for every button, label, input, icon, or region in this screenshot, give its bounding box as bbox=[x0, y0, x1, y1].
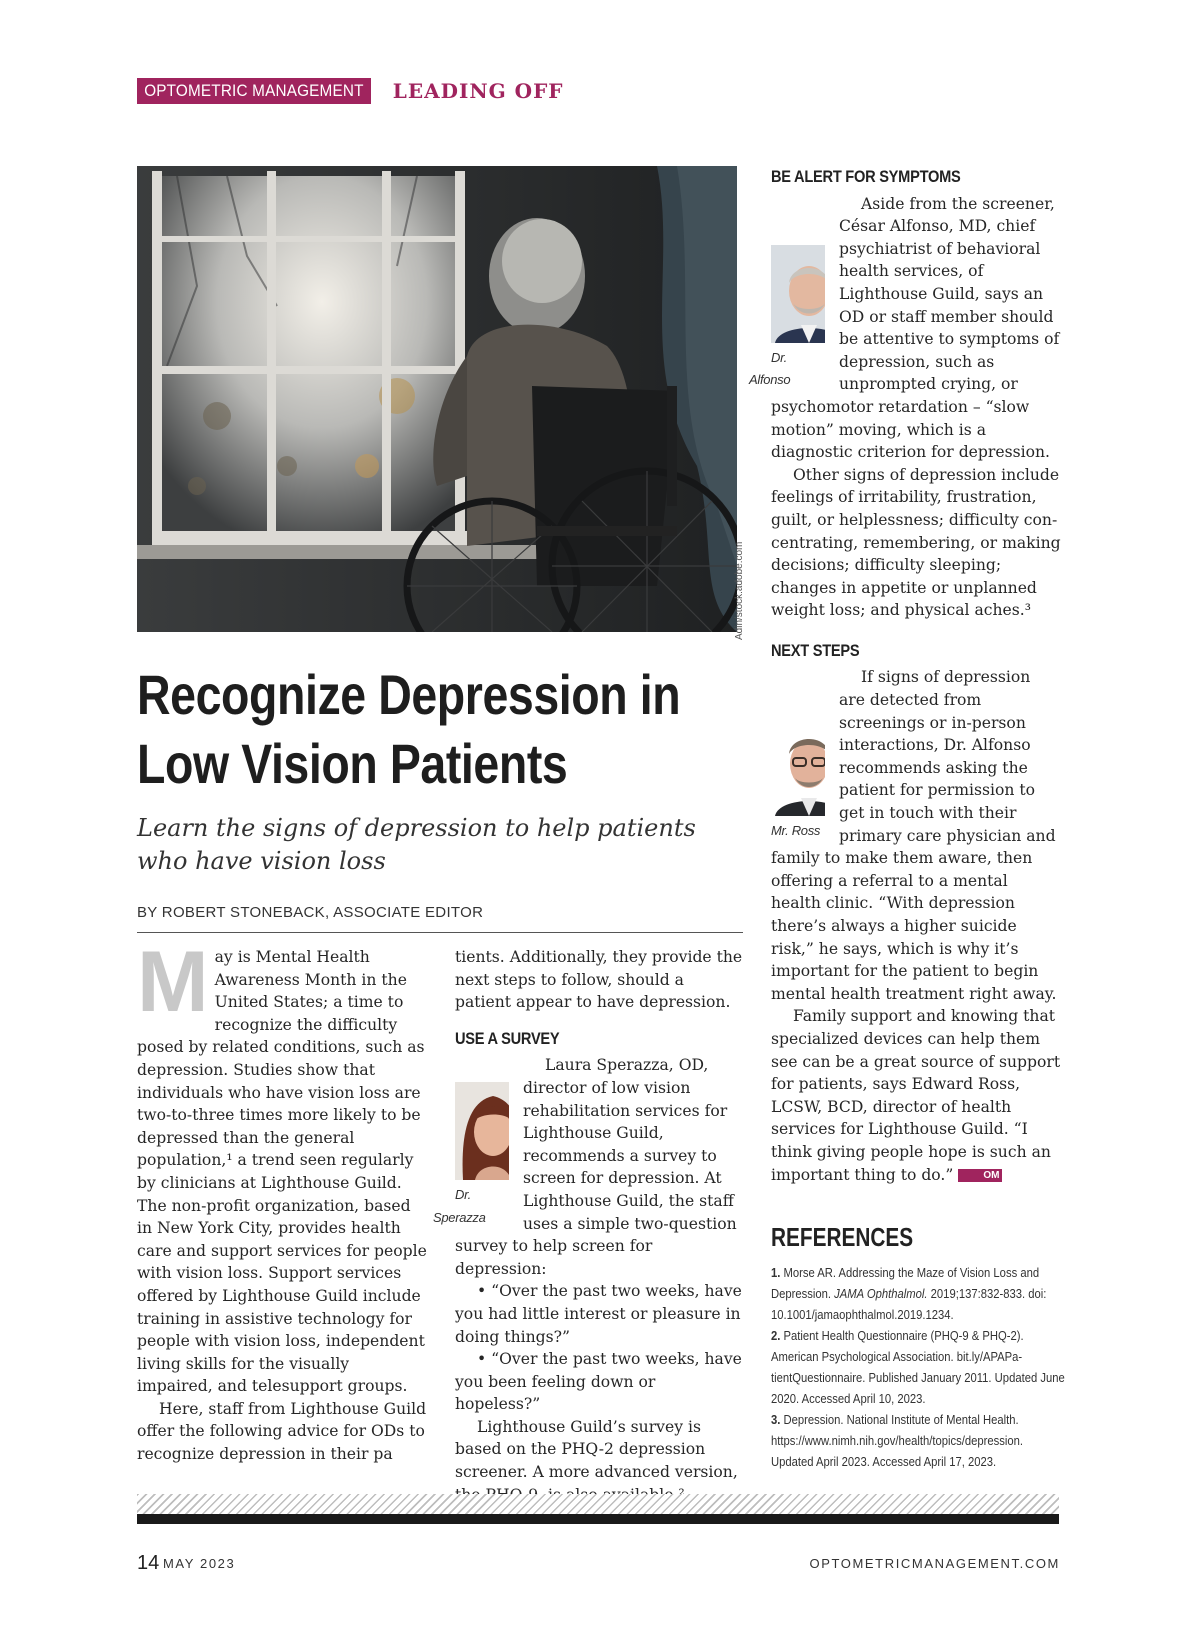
paragraph: Mr. Ross If signs of depression are detected from screenings or in-person interactions, Dr. Alfonso recommends asking the patient for permission to get in touch with their primary care physician and family to make them aware, then offering a referral to a mental health clinic. “With depression there’s always a higher suicide risk,” he says, which is why it’s important for the patient to begin mental health treatment right away. bbox=[771, 666, 1061, 1005]
section-label: LEADING OFF bbox=[392, 79, 564, 103]
photo-credit: Adin/stock.adobe.com bbox=[734, 541, 745, 640]
paragraph-continued: tients. Additionally, they provide the next steps to follow, should a patient appear to have depression. bbox=[455, 948, 743, 1012]
article-column-1 bbox=[137, 934, 427, 1466]
article-title: Recognize Depression in Low Vision Patients bbox=[137, 663, 681, 795]
byline-role: ASSOCIATE EDITOR bbox=[329, 904, 484, 921]
intro-paragraph: May is Mental Health Awareness Month in the United States; a time to recognize the difficulty posed by related conditions, such as depression. Studies show that individuals who have vision loss are two-to-three times more likely to be depressed than the general population,¹ a trend seen regularly by clinicians at Lighthouse Guild. The non-profit organization, based in New York City, provides health care and support services for people with vision loss. Support services offered by Lighthouse Guild include training in assistive technology for people with vision loss, independent living skills for the visually impaired, and telesupport groups. bbox=[137, 934, 427, 1396]
photo-sperazza bbox=[433, 1082, 509, 1229]
byline-name: BY ROBERT STONEBACK, bbox=[137, 904, 330, 921]
paragraph: Other signs of depression include feelings of irritability, frustration, guilt, or helplessness; difficulty concentrating, remembering, or making decisions; difficulty sleeping; changes in appetite or unplanned weight loss; and physical aches.³ bbox=[771, 465, 1061, 620]
reference-item: 3. Depression. National Institute of Mental Health. https://www.nimh.nih.gov/health/topics/depression. Updated April 2023. Accessed April 17, 2023. bbox=[771, 1413, 1024, 1469]
subhead-use-a-survey: USE A SURVEY bbox=[455, 1028, 560, 1048]
photo-ross bbox=[749, 718, 825, 843]
footer-hatch bbox=[137, 1494, 1059, 1514]
article-column-3 bbox=[749, 166, 1061, 1186]
references bbox=[771, 1222, 1066, 1473]
end-mark-icon: OM bbox=[958, 1169, 1002, 1182]
divider bbox=[137, 932, 743, 933]
photo-alfonso bbox=[749, 245, 825, 392]
paragraph: Dr. Sperazza Laura Sperazza, OD, director of low vision rehabilitation services for Lighthouse Guild, recommends a survey to screen for depression. At Lighthouse Guild, the staff uses a simple two-question survey to help screen for depression: bbox=[433, 1056, 737, 1278]
article-column-2 bbox=[433, 946, 743, 1506]
paragraph: Here, staff from Lighthouse Guild offer the following advice for ODs to recognize depression in their pa bbox=[137, 1399, 427, 1464]
references-heading: REFERENCES bbox=[771, 1222, 914, 1252]
byline bbox=[137, 904, 483, 921]
page-number: 14 bbox=[137, 1552, 160, 1574]
subhead-next-steps: NEXT STEPS bbox=[771, 640, 860, 660]
magazine-brand: OPTOMETRIC MANAGEMENT bbox=[137, 78, 371, 104]
photo-caption: Dr. Sperazza bbox=[433, 1187, 486, 1225]
footer-bar bbox=[137, 1514, 1059, 1524]
reference-item: 1. Morse AR. Addressing the Maze of Vision Loss and Depression. JAMA Ophthalmol. 2019;137:832-833. doi: 10.1001/jamaophthalmol.2019.1234. bbox=[771, 1266, 1047, 1322]
photo-caption: Dr. Alfonso bbox=[749, 349, 791, 388]
reference-item: 2. Patient Health Questionnaire (PHQ-9 & PHQ-2). American Psychological Association. bit.ly/APAPatientQuestionnaire. Published January 2011. Updated June 2020. Accessed April 10, 2023. bbox=[771, 1329, 1065, 1406]
paragraph: Lighthouse Guild’s survey is based on the PHQ-2 depression screener. A more advanced version, bbox=[455, 1417, 738, 1482]
photo-caption: Mr. Ross bbox=[771, 823, 821, 839]
paragraph: Dr. Alfonso Aside from the screener, César Alfonso, MD, chief psychiatrist of behavioral health services, of Lighthouse Guild, says an OD or staff member should be attentive to symptoms of depression, such as unprompted crying, or psychomotor retardation – “slow motion” moving, which is a diagnostic criterion for depression. bbox=[749, 194, 1060, 462]
section-header bbox=[137, 78, 563, 104]
website: OPTOMETRICMANAGEMENT.COM bbox=[809, 1556, 1060, 1571]
subhead-be-alert: BE ALERT FOR SYMPTOMS bbox=[771, 167, 961, 186]
drop-cap: M bbox=[137, 934, 209, 1030]
survey-question-2: • “Over the past two weeks, have you been feeling down or hopeless?” bbox=[455, 1350, 742, 1414]
issue-date: MAY 2023 bbox=[163, 1556, 236, 1571]
hero-image bbox=[137, 166, 737, 632]
survey-question-1: • “Over the past two weeks, have you had little interest or pleasure in doing things?” bbox=[455, 1282, 742, 1346]
article-subtitle: Learn the signs of depression to help patients who have vision loss bbox=[137, 814, 696, 875]
paragraph: Family support and knowing that specialized devices can help them see can be a great source of support for patients, says Edward Ross, LCSW, BCD, director of health services for Lighthouse Guild. “I think giving people hope is such an important thing to do.” OM bbox=[771, 1007, 1061, 1184]
